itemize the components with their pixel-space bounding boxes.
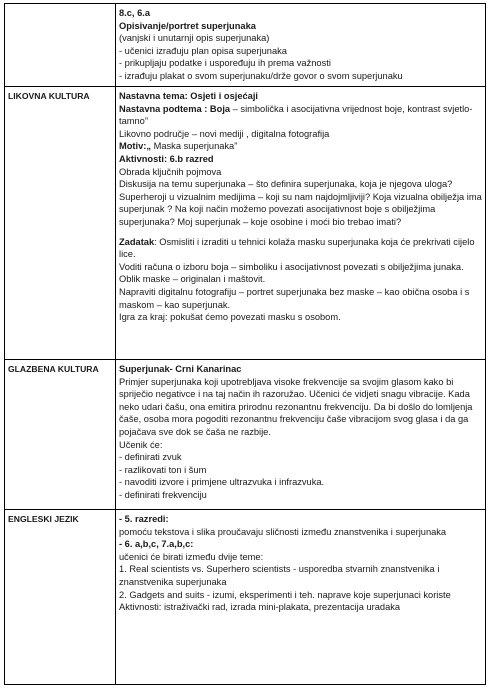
content-line: - prikupljaju podatke i uspoređuju ih prema važnosti: [119, 58, 331, 69]
table-row: [5, 510, 486, 685]
content-line: Aktivnosti: istraživački rad, izrada mini-plakata, prezentacija uradaka: [119, 602, 401, 613]
content-line: [119, 140, 482, 153]
bold-text: Nastavna tema: Osjeti i osjećaji: [119, 91, 258, 101]
content-line: - navoditi izvore i primjene ultrazvuka i infrazvuka.: [119, 477, 325, 488]
table-row: [5, 87, 486, 360]
content-cell: [116, 4, 486, 87]
content-line: Napraviti digitalnu fotografiju – portret superjunaka bez maske – kao obična osoba i s maskom – kao superjunak.: [119, 286, 470, 310]
bold-text: Nastavna podtema : Boja: [119, 103, 231, 114]
table-row: [5, 360, 486, 510]
content-line: 8.c, 6.a: [119, 8, 151, 18]
content-line: Voditi računa o izboru boja – simboliku i asocijativnost povezati s obilježjima junaka.: [119, 261, 464, 272]
content-cell: [116, 510, 486, 685]
content-line: Obrada ključnih pojmova: [119, 166, 222, 177]
curriculum-table: [4, 3, 486, 685]
text: Maska superjunaka”: [151, 141, 238, 152]
text: : Osmisliti i izraditi u tehnici kolaža masku superjunaka koja će prekrivati cijelo lice.: [119, 236, 475, 260]
content-line: - definirati frekvenciju: [119, 489, 207, 500]
content-line: - 6. a,b,c, 7.a,b,c:: [119, 539, 194, 550]
content-line: [119, 236, 482, 261]
table-row: [5, 4, 486, 87]
content-cell: [116, 360, 486, 510]
content-line: Diskusija na temu superjunaka – što definira superjunaka, koja je njegova uloga? Superheroji u vizualnim medijima – koji su nam najdojmljiviji? Koja vizualna obilježja ima superjunak ? Na koji način možemo povezati asocijativnost boje s obilježjima superjunaka? Moj superjunak – koje osobine i moći bio trebao imati?: [119, 179, 482, 227]
subject-cell: ENGLESKI JEZIK: [5, 510, 116, 685]
subject-cell: GLAZBENA KULTURA: [5, 360, 116, 510]
bold-text: Zadatak: [119, 236, 155, 247]
content-line: Aktivnosti: 6.b razred: [119, 153, 214, 164]
subject-cell: LIKOVNA KULTURA: [5, 87, 116, 360]
content-line: - izrađuju plakat o svom superjunaku/drže govor o svom superjunaku: [119, 70, 403, 81]
content-line: 2. Gadgets and suits - izumi, eksperimenti i teh. naprave koje superjunaci koriste: [119, 589, 451, 600]
content-line: - definirati zvuk: [119, 452, 182, 463]
content-line: (vanjski i unutarnji opis superjunaka): [119, 33, 270, 44]
content-line: [119, 90, 482, 103]
text: – simbolička i asocijativna vrijednost boje, kontrast svjetlo-tamno”: [119, 103, 473, 127]
content-line: Opisivanje/portret superjunaka: [119, 20, 256, 31]
content-line: Igra za kraj: pokušat ćemo povezati masku s osobom.: [119, 312, 341, 323]
paragraph-gap: [119, 229, 482, 236]
subject-cell: [5, 4, 116, 87]
content-line: pomoću tekstova i slika proučavaju sličnosti između znanstvenika i superjunaka: [119, 526, 447, 537]
content-line: [119, 103, 482, 128]
content-line: Primjer superjunaka koji upotrebljava visoke frekvencije sa svojim glasom kako bi spriječio negativce i na taj način ih razoružao. Učenici će vidjeti snagu vibracije. Kada neko udari čašu, ona emitira prirodnu rezonantnu frekvenciju. Da bi došlo do lomljenja čaše, osoba mora pogoditi rezonantnu frekvenciju čaše vibracijom svog glasa i da ga pojačava sve dok se čaša ne razbije.: [119, 376, 473, 437]
content-line: učenici će birati između dvije teme:: [119, 551, 264, 562]
curriculum-table-body: [5, 4, 486, 685]
content-line: - razlikovati ton i šum: [119, 464, 207, 475]
content-cell: [116, 87, 486, 360]
content-line: Oblik maske – originalan i maštovit.: [119, 274, 266, 285]
content-line: Superjunak- Crni Kanarinac: [119, 364, 242, 374]
content-line: 1. Real scientists vs. Superhero scientists - usporedba stvarnih znanstvenika i znanstvenika superjunaka: [119, 564, 440, 587]
content-line: Likovno područje – novi mediji , digitalna fotografija: [119, 128, 330, 139]
content-line: - učenici izrađuju plan opisa superjunaka: [119, 45, 287, 56]
bold-text: Motiv:„: [119, 141, 152, 152]
content-line: - 5. razredi:: [119, 514, 169, 524]
content-line: Učenik će:: [119, 439, 163, 450]
